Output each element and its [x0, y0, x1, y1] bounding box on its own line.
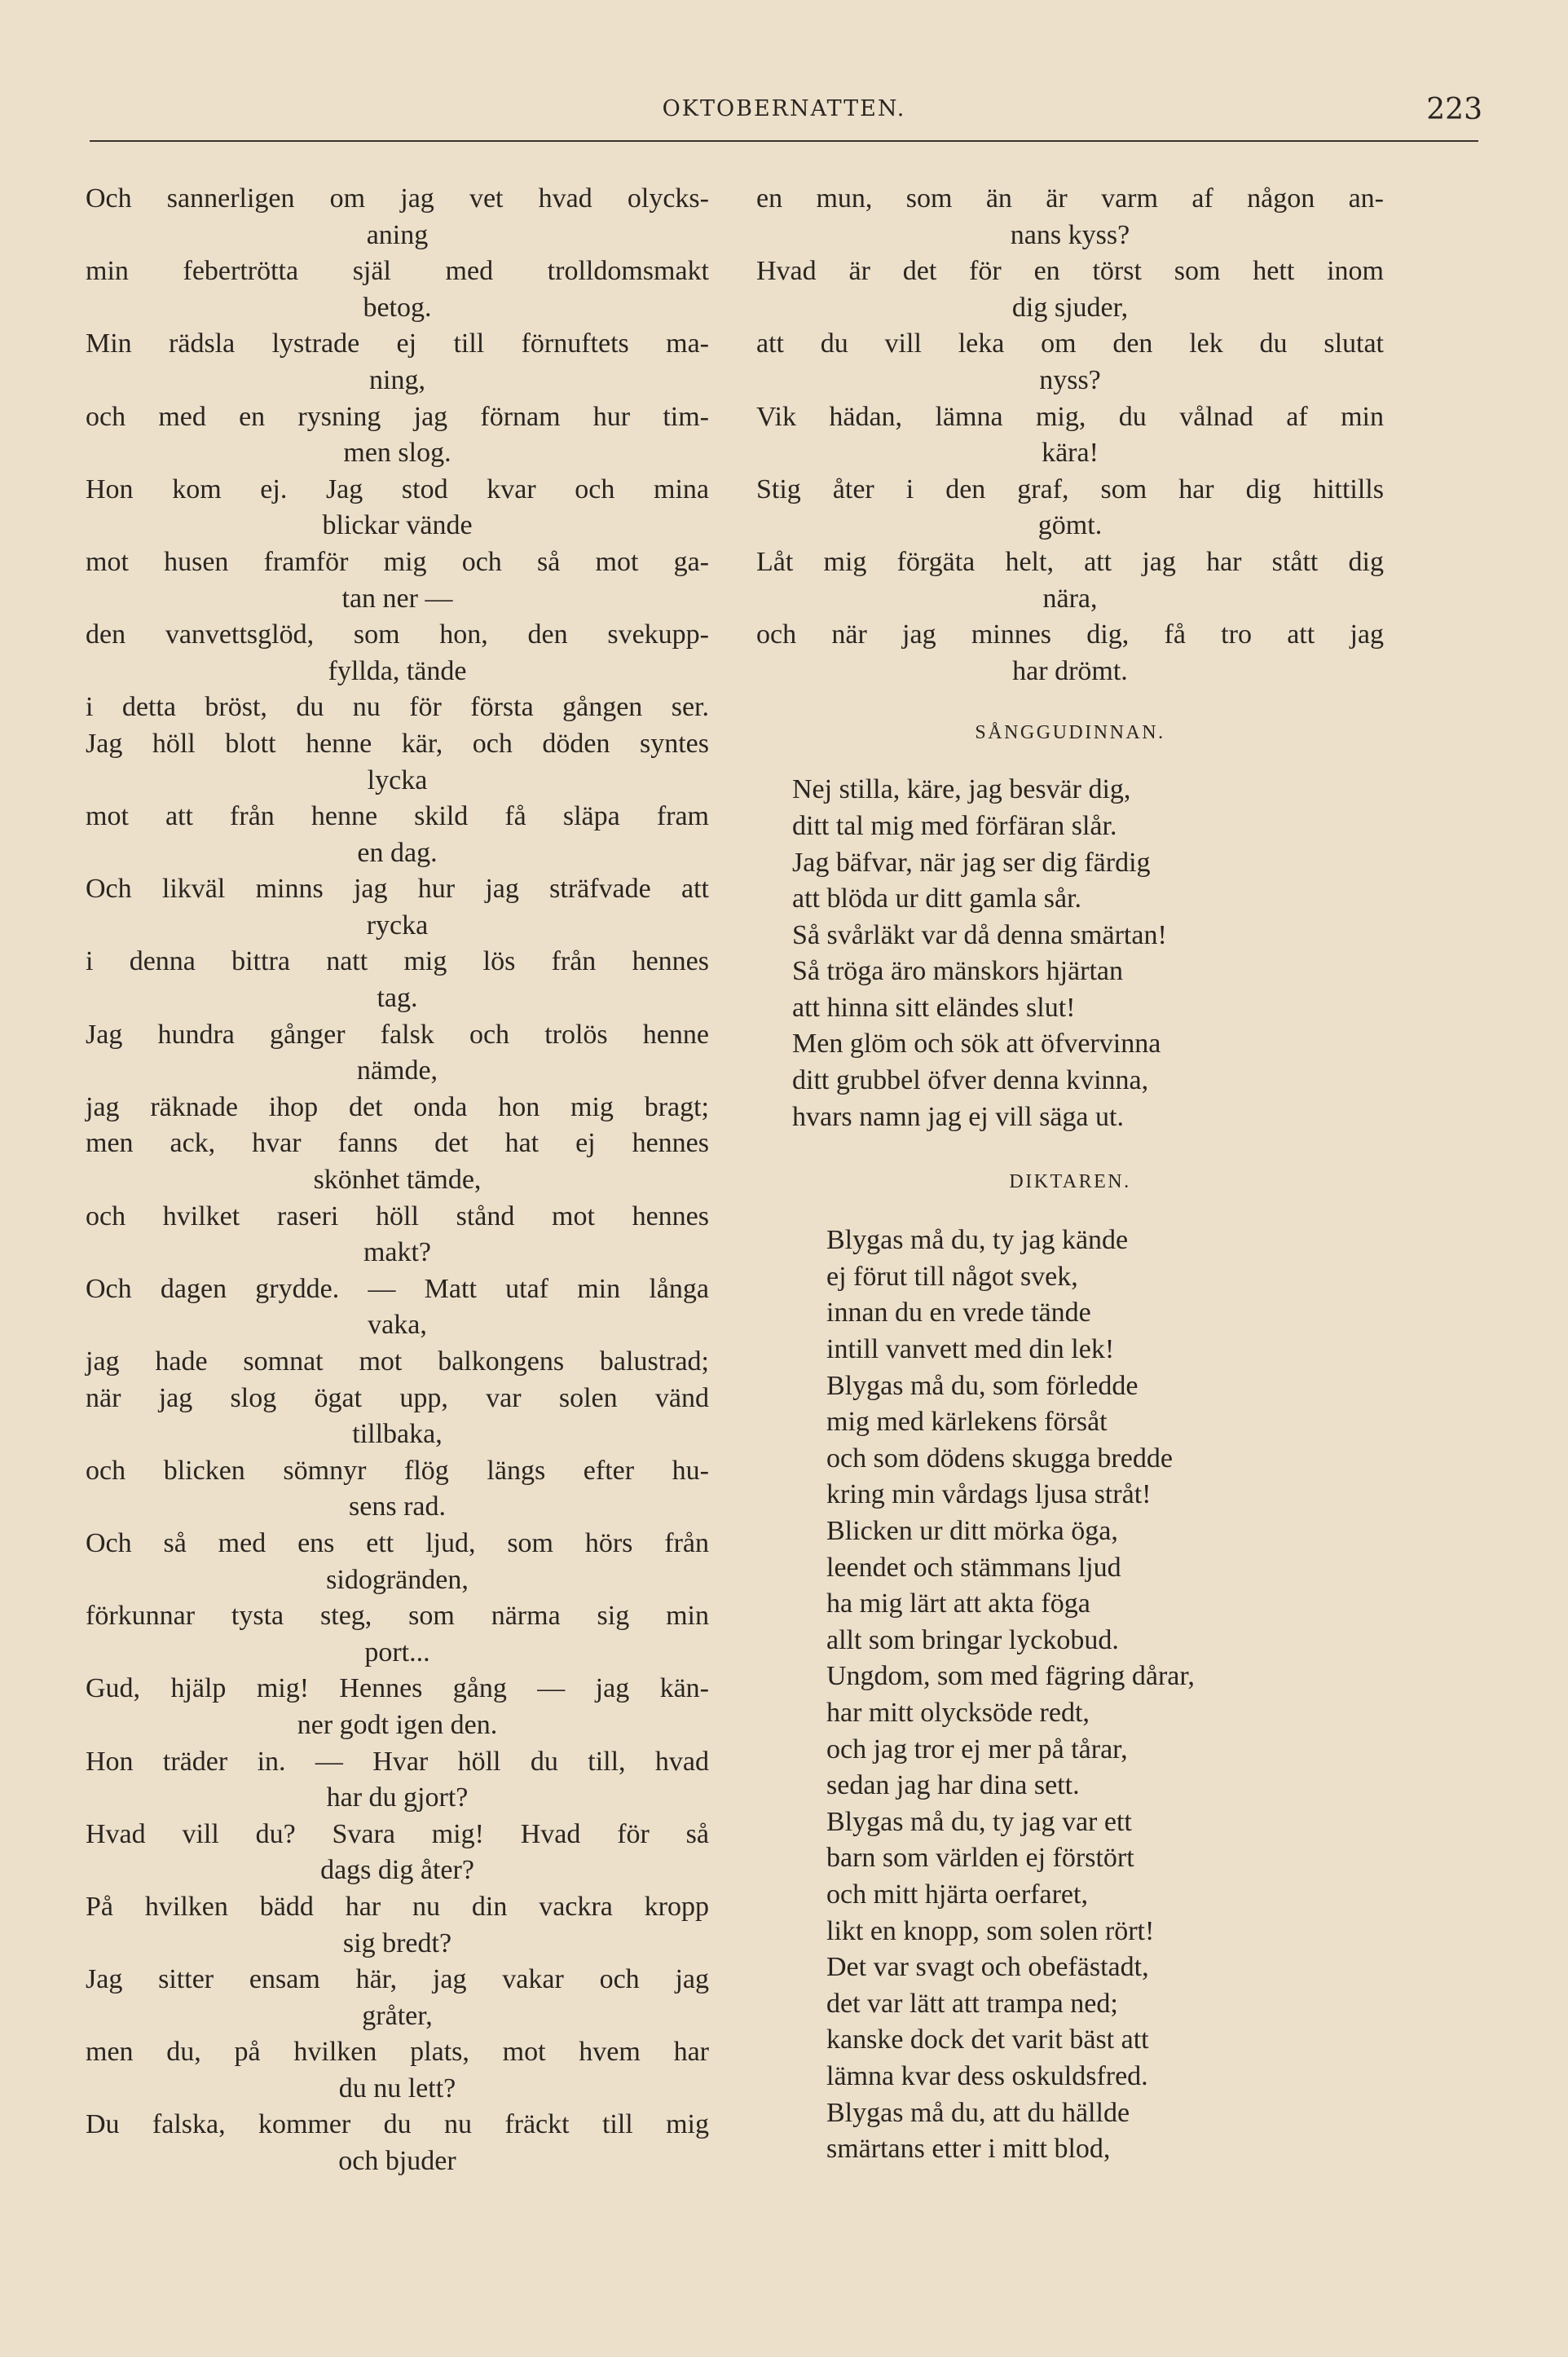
- verse-line-turnover: har drömt.: [1012, 655, 1128, 686]
- header-rule: [90, 140, 1478, 142]
- verse-line: ej förut till något svek,: [826, 1261, 1078, 1292]
- verse-line: ditt grubbel öfver denna kvinna,: [792, 1065, 1149, 1096]
- verse-line: [86, 2034, 709, 2107]
- verse-line-text: Du falska, kommer du nu fräckt till mig: [86, 2109, 709, 2140]
- verse-line-turnover: port...: [364, 1637, 430, 1668]
- verse-line-turnover: sig bredt?: [342, 1927, 452, 1958]
- section-heading-sanggudinnan: SÅNGGUDINNAN.: [975, 722, 1165, 744]
- verse-line: [86, 1199, 709, 1271]
- verse-line: hvars namn jag ej vill säga ut.: [792, 1101, 1124, 1132]
- verse-line-text: Och likväl minns jag hur jag sträfvade att: [86, 874, 709, 905]
- verse-line-text: Låt mig förgäta helt, att jag har stått dig: [756, 546, 1384, 577]
- verse-line-turnover: men slog.: [343, 438, 451, 469]
- verse-line: har mitt olycksöde redt,: [826, 1697, 1090, 1728]
- verse-line-turnover: tag.: [377, 983, 418, 1014]
- verse-line: [756, 181, 1384, 253]
- verse-line-turnover: nämde,: [356, 1055, 438, 1086]
- verse-line: [86, 1090, 709, 1126]
- verse-sanggudinnan: [756, 772, 1384, 1135]
- verse-line-text: mot husen framför mig och så mot ga-: [86, 546, 709, 577]
- page-header: [86, 93, 1482, 137]
- verse-line-turnover: rycka: [366, 910, 429, 941]
- right-column-verse: [756, 181, 1384, 689]
- verse-line-turnover: har du gjort?: [326, 1782, 469, 1813]
- verse-line: Blicken ur ditt mörka öga,: [826, 1516, 1118, 1546]
- verse-line-text: en mun, som än är varm af någon an-: [756, 183, 1384, 214]
- verse-line: [86, 326, 709, 399]
- verse-line: Blygas må du, ty jag var ett: [826, 1806, 1132, 1837]
- verse-line: Blygas må du, att du hällde: [826, 2097, 1130, 2128]
- verse-line: [86, 181, 709, 253]
- verse-line: Men glöm och sök att öfvervinna: [792, 1029, 1161, 1060]
- verse-line: Blygas må du, som förledde: [826, 1370, 1139, 1401]
- verse-line-text: jag hade somnat mot balkongens balustrad;: [86, 1346, 709, 1377]
- verse-line: sedan jag har dina sett.: [826, 1770, 1080, 1801]
- verse-line-turnover: sidogränden,: [326, 1564, 469, 1595]
- verse-line-turnover: och bjuder: [338, 2146, 456, 2177]
- verse-line-text: och med en rysning jag förnam hur tim-: [86, 401, 709, 432]
- verse-line-text: Och dagen grydde. — Matt utaf min långa: [86, 1273, 709, 1304]
- verse-line: Så tröga äro mänskors hjärtan: [792, 956, 1123, 987]
- verse-line-turnover: du nu lett?: [338, 2073, 456, 2104]
- verse-line: [86, 1962, 709, 2034]
- verse-line-text: Stig åter i den graf, som har dig hittills: [756, 474, 1384, 504]
- verse-line-text: men ack, hvar fanns det hat ej hennes: [86, 1128, 709, 1159]
- verse-line-text: min febertrötta själ med trolldomsmakt: [86, 256, 709, 287]
- verse-line: innan du en vrede tände: [826, 1297, 1091, 1328]
- verse-line-turnover: nyss?: [1039, 364, 1101, 395]
- verse-line-turnover: gömt.: [1037, 510, 1103, 541]
- verse-line: att blöda ur ditt gamla sår.: [792, 883, 1082, 914]
- verse-line: smärtans etter i mitt blod,: [826, 2134, 1111, 2165]
- verse-line-text: Min rädsla lystrade ej till förnuftets ma-: [86, 328, 709, 359]
- verse-line: [86, 871, 709, 944]
- verse-line-text: Hon kom ej. Jag stod kvar och mina: [86, 474, 709, 504]
- verse-line-text: men du, på hvilken plats, mot hvem har: [86, 2037, 709, 2068]
- verse-line: Så svårläkt var då denna smärtan!: [792, 919, 1167, 950]
- verse-line: [86, 1017, 709, 1090]
- verse-line-text: Och sannerligen om jag vet hvad olycks-: [86, 183, 709, 214]
- verse-line: [756, 472, 1384, 544]
- verse-line: Nej stilla, käre, jag besvär dig,: [792, 774, 1131, 805]
- verse-line: [86, 1381, 709, 1453]
- verse-line-turnover: ning,: [369, 364, 425, 395]
- verse-line-turnover: en dag.: [357, 837, 438, 868]
- verse-line: [86, 253, 709, 326]
- verse-line: lämna kvar dess oskuldsfred.: [826, 2060, 1148, 2091]
- verse-line-text: den vanvettsglöd, som hon, den svekupp-: [86, 619, 709, 650]
- verse-line: barn som världen ej förstört: [826, 1843, 1134, 1874]
- verse-line: Det var svagt och obefästadt,: [826, 1952, 1149, 1983]
- verse-line-turnover: nans kyss?: [1010, 219, 1130, 250]
- verse-line: [86, 544, 709, 617]
- verse-line-turnover: betog.: [363, 292, 432, 323]
- verse-line: [86, 1344, 709, 1381]
- verse-line-text: och blicken sömnyr flög längs efter hu-: [86, 1455, 709, 1486]
- verse-line: kring min vårdags ljusa stråt!: [826, 1479, 1152, 1510]
- verse-line-turnover: ner godt igen den.: [297, 1709, 498, 1740]
- verse-line: [86, 1817, 709, 1889]
- verse-line: och jag tror ej mer på tårar,: [826, 1734, 1128, 1764]
- verse-line: likt en knopp, som solen rört!: [826, 1915, 1155, 1946]
- verse-line-turnover: nära,: [1042, 583, 1098, 614]
- verse-line-text: Jag hundra gånger falsk och trolös henne: [86, 1019, 709, 1050]
- verse-line-text: i detta bröst, du nu för första gången ser.: [86, 692, 709, 723]
- verse-line: [86, 689, 709, 726]
- verse-line: [86, 1526, 709, 1598]
- verse-line: [86, 399, 709, 472]
- verse-line: att hinna sitt eländes slut!: [792, 992, 1076, 1023]
- verse-line: [756, 253, 1384, 326]
- verse-line-text: På hvilken bädd har nu din vackra kropp: [86, 1891, 709, 1922]
- right-column: [756, 181, 1384, 2168]
- verse-line-turnover: vaka,: [368, 1310, 427, 1341]
- verse-line-text: Hvad är det för en törst som hett inom: [756, 256, 1384, 287]
- running-title: OKTOBERNATTEN.: [662, 96, 906, 121]
- verse-line: kanske dock det varit bäst att: [826, 2024, 1149, 2055]
- verse-line-text: och hvilket raseri höll stånd mot hennes: [86, 1201, 709, 1231]
- verse-line: [86, 1453, 709, 1526]
- verse-line-text: förkunnar tysta steg, som närma sig min: [86, 1601, 709, 1632]
- verse-line: [86, 2107, 709, 2179]
- verse-line-text: och när jag minnes dig, få tro att jag: [756, 619, 1384, 650]
- verse-line: [86, 617, 709, 689]
- verse-line: [86, 1598, 709, 1671]
- verse-line-text: Jag höll blott henne kär, och döden syntes: [86, 728, 709, 759]
- page-number: 223: [1426, 93, 1482, 126]
- verse-line: Blygas må du, ty jag kände: [826, 1225, 1129, 1256]
- verse-line: [86, 726, 709, 799]
- verse-line: och som dödens skugga bredde: [826, 1443, 1173, 1474]
- verse-line-text: när jag slog ögat upp, var solen vänd: [86, 1382, 709, 1413]
- verse-line: Ungdom, som med fägring dårar,: [826, 1661, 1195, 1692]
- verse-line: allt som bringar lyckobud.: [826, 1624, 1119, 1655]
- left-column: [86, 181, 709, 2180]
- verse-line: och mitt hjärta oerfaret,: [826, 1879, 1088, 1910]
- verse-line-turnover: dig sjuder,: [1011, 292, 1129, 323]
- verse-line-text: jag räknade ihop det onda hon mig bragt;: [86, 1091, 709, 1122]
- verse-line: [86, 799, 709, 871]
- verse-line: [86, 1671, 709, 1743]
- verse-line-turnover: blickar vände: [322, 510, 473, 541]
- section-heading-diktaren: DIKTAREN.: [1009, 1171, 1131, 1193]
- verse-line-turnover: sens rad.: [349, 1491, 446, 1522]
- verse-line-text: i denna bittra natt mig lös från hennes: [86, 946, 709, 977]
- verse-line: ha mig lärt att akta föga: [826, 1588, 1090, 1619]
- verse-line-turnover: dags dig åter?: [320, 1855, 474, 1886]
- verse-line: [756, 399, 1384, 472]
- verse-line-text: mot att från henne skild få släpa fram: [86, 801, 709, 832]
- verse-line: [86, 944, 709, 1016]
- verse-line-text: Hon träder in. — Hvar höll du till, hvad: [86, 1746, 709, 1777]
- verse-line-turnover: makt?: [363, 1237, 432, 1268]
- verse-line-text: Hvad vill du? Svara mig! Hvad för så: [86, 1818, 709, 1849]
- verse-line-turnover: gråter,: [362, 2000, 433, 2031]
- verse-line-text: att du vill leka om den lek du slutat: [756, 328, 1384, 359]
- verse-line-turnover: fyllda, tände: [328, 655, 467, 686]
- verse-line: [86, 1744, 709, 1817]
- verse-line-turnover: kära!: [1042, 438, 1099, 469]
- verse-line: [756, 326, 1384, 399]
- verse-line: [86, 1126, 709, 1198]
- verse-line-turnover: lycka: [367, 764, 428, 795]
- verse-line: [86, 1889, 709, 1962]
- verse-line: [756, 544, 1384, 617]
- verse-line: [756, 617, 1384, 689]
- verse-line-turnover: skönhet tämde,: [313, 1165, 482, 1196]
- verse-line: intill vanvett med din lek!: [826, 1334, 1115, 1365]
- verse-line-turnover: tillbaka,: [352, 1419, 443, 1450]
- verse-line-text: Och så med ens ett ljud, som hörs från: [86, 1527, 709, 1558]
- verse-line-turnover: aning: [366, 219, 429, 250]
- verse-diktaren: [756, 1223, 1384, 2167]
- verse-line-text: Jag sitter ensam här, jag vakar och jag: [86, 1964, 709, 1995]
- verse-line: [86, 1271, 709, 1344]
- verse-line: [86, 472, 709, 544]
- verse-line: det var lätt att trampa ned;: [826, 1988, 1118, 2019]
- verse-line-turnover: tan ner —: [341, 583, 453, 614]
- verse-line-text: Gud, hjälp mig! Hennes gång — jag kän-: [86, 1673, 709, 1704]
- verse-line: leendet och stämmans ljud: [826, 1552, 1121, 1583]
- verse-line: mig med kärlekens försåt: [826, 1407, 1108, 1438]
- verse-line: Jag bäfvar, när jag ser dig färdig: [792, 847, 1151, 878]
- verse-line-text: Vik hädan, lämna mig, du vålnad af min: [756, 401, 1384, 432]
- verse-line: ditt tal mig med förfäran slår.: [792, 810, 1117, 841]
